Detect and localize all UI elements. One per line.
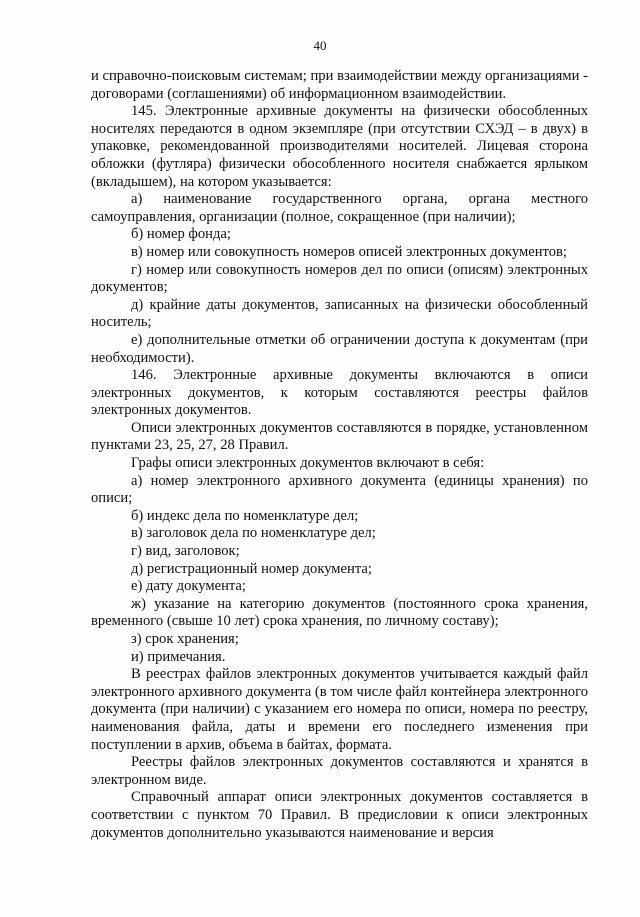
paragraph: Графы описи электронных документов включают в себя: (131, 455, 485, 472)
paragraph: Описи электронных документов составляются в порядке, установленном пунктами 23, 25, 27, 28 Правил. (91, 419, 588, 454)
paragraph: ж) указание на категорию документов (постоянного срока хранения, временного (свыше 10 лет) срока хранения, по личному составу); (91, 595, 588, 630)
paragraph: 145. Электронные архивные документы на физически обособленных носителях передаются в одном экземпляре (при отсутствии СХЭД – в двух) в упаковке, рекомендованной производителями носителей. Лицевая сторона обложки (футляра) физически обособленного носителя снабжается ярлыком (вкладышем), на котором указывается: (91, 103, 588, 190)
paragraph: г) вид, заголовок; (131, 543, 240, 560)
paragraph-continued: Справочный аппарат описи электронных документов составляется в соответствии с пунктом 70 Правил. В предисловии к описи электронных документов дополнительно указываются наименование и версия (91, 789, 588, 841)
paragraph: з) срок хранения; (131, 631, 239, 647)
paragraph: д) регистрационный номер документа; (131, 560, 372, 577)
paragraph: и справочно-поисковым системам; при взаимодействии между организациями - договорами (соглашениями) об информационном взаимодействии. (91, 68, 588, 102)
document-body (91, 68, 588, 842)
paragraph: В реестрах файлов электронных документов учитывается каждый файл электронного архивного документа (в том числе файл контейнера электронного документа (при наличии) с указанием его номера по описи, номера по реестру, наименования файла, даты и времени его последнего изменения при поступлении в архив, объема в байтах, формата. (91, 666, 588, 753)
paragraph: г) номер или совокупность номеров дел по описи (описям) электронных документов; (91, 261, 588, 296)
paragraph: и) примечания. (131, 648, 226, 665)
paragraph: д) крайние даты документов, записанных на физически обособленный носитель; (91, 296, 588, 331)
paragraph: е) дополнительные отметки об ограничении доступа к документам (при необходимости). (91, 331, 588, 366)
paragraph: а) номер электронного архивного документа (единицы хранения) по описи; (91, 472, 588, 507)
paragraph: в) номер или совокупность номеров описей электронных документов; (131, 243, 567, 260)
paragraph: в) заголовок дела по номенклатуре дел; (131, 525, 376, 542)
paragraph: а) наименование государственного органа, органа местного самоуправления, организации (полное, сокращенное (при наличии); (91, 191, 588, 225)
paragraph: е) дату документа; (131, 578, 246, 595)
paragraph: б) номер фонда; (131, 226, 231, 243)
paragraph: б) индекс дела по номенклатуре дел; (131, 507, 359, 524)
paragraph: 146. Электронные архивные документы включаются в описи электронных документов, к которым составляются реестры файлов электронных документов. (91, 367, 588, 419)
paragraph: Реестры файлов электронных документов составляются и хранятся в электронном виде. (91, 754, 588, 788)
page-number: 40 (313, 38, 327, 53)
